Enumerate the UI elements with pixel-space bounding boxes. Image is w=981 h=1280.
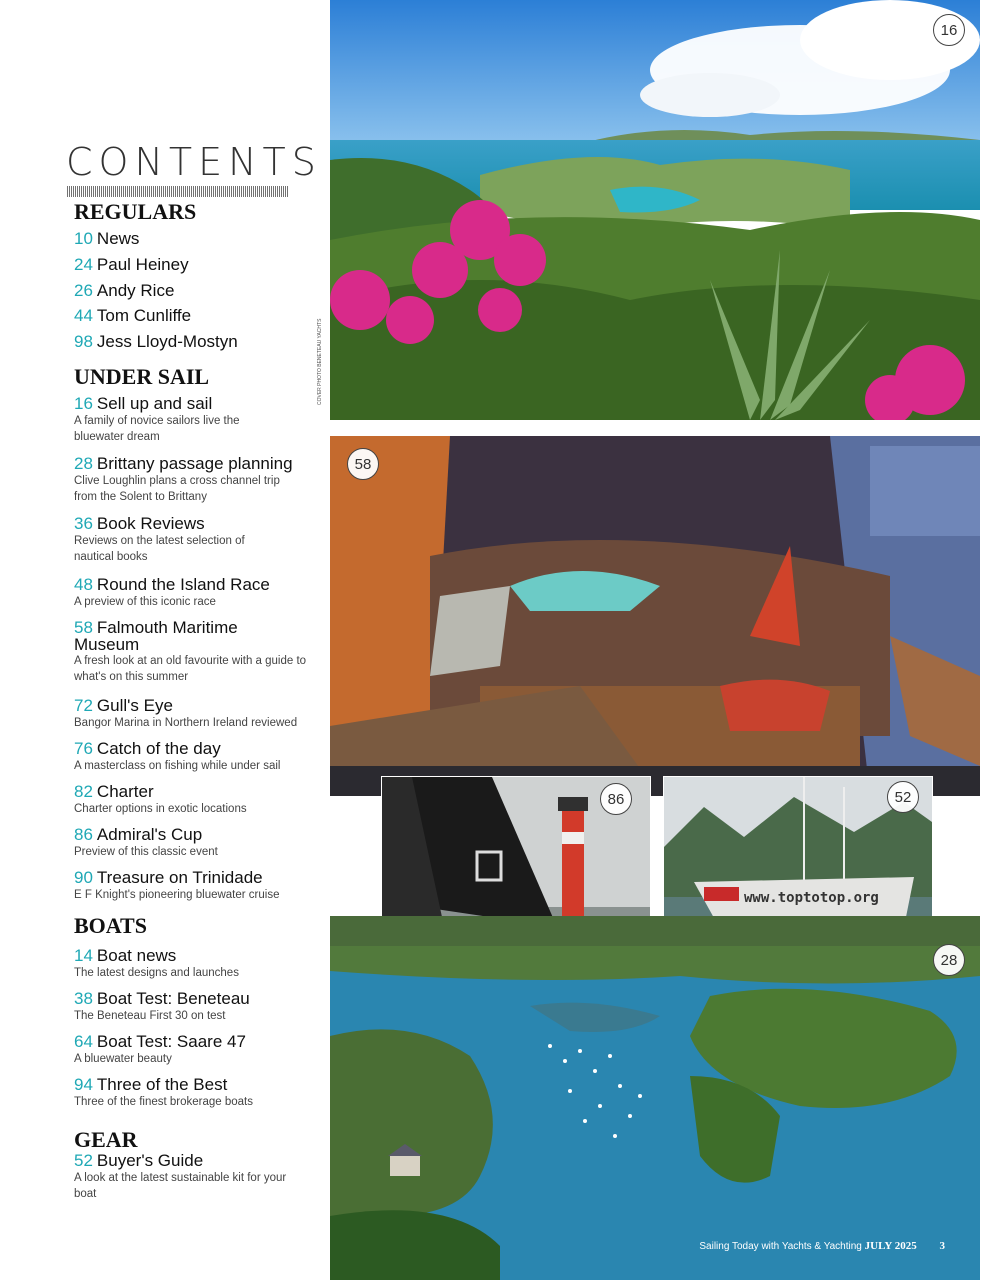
article-desc: A look at the latest sustainable kit for your boat	[74, 1172, 287, 1200]
page-number-badge: 86	[600, 783, 632, 815]
toc-item[interactable]	[74, 1151, 324, 1202]
page-number: 58	[74, 618, 93, 637]
toc-item[interactable]	[74, 514, 324, 565]
page-number: 14	[74, 946, 93, 965]
page-number: 76	[74, 739, 93, 758]
toc-item[interactable]	[74, 1075, 324, 1110]
article-title: Treasure on Trinidade	[96, 868, 263, 887]
toc-item[interactable]	[74, 782, 324, 817]
article-desc: Reviews on the latest selection of nautical books	[74, 535, 245, 563]
article-desc: A family of novice sailors live the bluewater dream	[74, 415, 240, 443]
page-number: 3	[939, 1240, 945, 1252]
page-number: 64	[74, 1032, 93, 1051]
page-number: 82	[74, 782, 93, 801]
article-desc: The latest designs and launches	[74, 967, 239, 979]
toc-item[interactable]	[74, 575, 324, 610]
toc-item[interactable]	[74, 739, 324, 774]
page-number: 28	[74, 454, 93, 473]
toc-item[interactable]	[74, 229, 324, 248]
contents-rule	[67, 186, 288, 197]
page-number: 86	[74, 825, 93, 844]
article-title: Sell up and sail	[96, 394, 213, 413]
page-number-badge: 16	[933, 14, 965, 46]
page-number: 98	[74, 332, 93, 351]
page-number: 94	[74, 1075, 93, 1094]
page-number: 24	[74, 255, 93, 274]
page-number-badge: 28	[933, 944, 965, 976]
section-heading-regulars: REGULARS	[74, 199, 197, 224]
page-number: 36	[74, 514, 93, 533]
page-footer	[699, 1240, 945, 1252]
toc-item[interactable]	[74, 281, 324, 300]
article-title: News	[96, 229, 140, 248]
magazine-name: Sailing Today with Yachts & Yachting	[699, 1241, 862, 1252]
article-title: Book Reviews	[96, 514, 205, 533]
brittany-estuary-aerial-photo	[330, 916, 980, 1280]
maritime-museum-photo	[330, 436, 980, 796]
toc-item[interactable]	[74, 394, 324, 445]
page-number: 90	[74, 868, 93, 887]
contents-title: CONTENTS	[66, 140, 322, 184]
toc-item[interactable]	[74, 989, 324, 1024]
page-number: 48	[74, 575, 93, 594]
article-title: Boat Test: Saare 47	[96, 1032, 246, 1051]
toc-item[interactable]	[74, 946, 324, 981]
toc-item[interactable]	[74, 255, 324, 274]
toc-item[interactable]	[74, 306, 324, 325]
page-number: 72	[74, 696, 93, 715]
article-title: Three of the Best	[96, 1075, 228, 1094]
page-number: 26	[74, 281, 93, 300]
page-number: 44	[74, 306, 93, 325]
article-title: Charter	[96, 782, 154, 801]
article-title: Tom Cunliffe	[96, 306, 192, 325]
article-title: Boat Test: Beneteau	[96, 989, 250, 1008]
article-desc: A bluewater beauty	[74, 1053, 172, 1065]
page-number: 10	[74, 229, 93, 248]
toc-item[interactable]	[74, 696, 324, 731]
toc-item[interactable]	[74, 332, 324, 351]
article-desc: Clive Loughlin plans a cross channel trip from the Solent to Brittany	[74, 475, 280, 503]
toc-item[interactable]	[74, 619, 324, 685]
page-number-badge: 58	[347, 448, 379, 480]
article-title: Admiral's Cup	[96, 825, 203, 844]
article-desc: Charter options in exotic locations	[74, 803, 247, 815]
issue-date: JULY 2025	[864, 1240, 917, 1252]
article-desc: E F Knight's pioneering bluewater cruise	[74, 889, 280, 901]
section-heading-gear: GEAR	[74, 1127, 138, 1152]
article-title: Jess Lloyd-Mostyn	[96, 332, 238, 351]
article-desc: A masterclass on fishing while under sail	[74, 760, 281, 772]
article-title: Round the Island Race	[96, 575, 270, 594]
antigua-harbour-photo	[330, 0, 980, 420]
article-title: Boat news	[96, 946, 177, 965]
toc-item[interactable]	[74, 1032, 324, 1067]
toc-item[interactable]	[74, 454, 324, 505]
hull-text: www.toptotop.org	[744, 890, 879, 906]
article-desc: A fresh look at an old favourite with a guide to what's on this summer	[74, 655, 307, 683]
article-title: Gull's Eye	[96, 696, 173, 715]
article-title: Brittany passage planning	[96, 454, 293, 473]
article-desc: The Beneteau First 30 on test	[74, 1010, 226, 1022]
photo-credit: COVER PHOTO BENETEAU YACHTS	[317, 318, 323, 405]
page-number-badge: 52	[887, 781, 919, 813]
toc-item[interactable]	[74, 868, 324, 903]
page-number: 52	[74, 1151, 93, 1170]
article-desc: Three of the finest brokerage boats	[74, 1096, 253, 1108]
article-desc: A preview of this iconic race	[74, 596, 216, 608]
article-title: Falmouth Maritime Museum	[74, 618, 238, 654]
section-heading-under-sail: UNDER SAIL	[74, 364, 210, 389]
article-desc: Bangor Marina in Northern Ireland reviewed	[74, 717, 298, 729]
article-title: Andy Rice	[96, 281, 175, 300]
article-title: Catch of the day	[96, 739, 221, 758]
page-number: 16	[74, 394, 93, 413]
article-desc: Preview of this classic event	[74, 846, 218, 858]
page-number: 38	[74, 989, 93, 1008]
article-title: Buyer's Guide	[96, 1151, 204, 1170]
section-heading-boats: BOATS	[74, 913, 147, 938]
toc-item[interactable]	[74, 825, 324, 860]
article-title: Paul Heiney	[96, 255, 189, 274]
